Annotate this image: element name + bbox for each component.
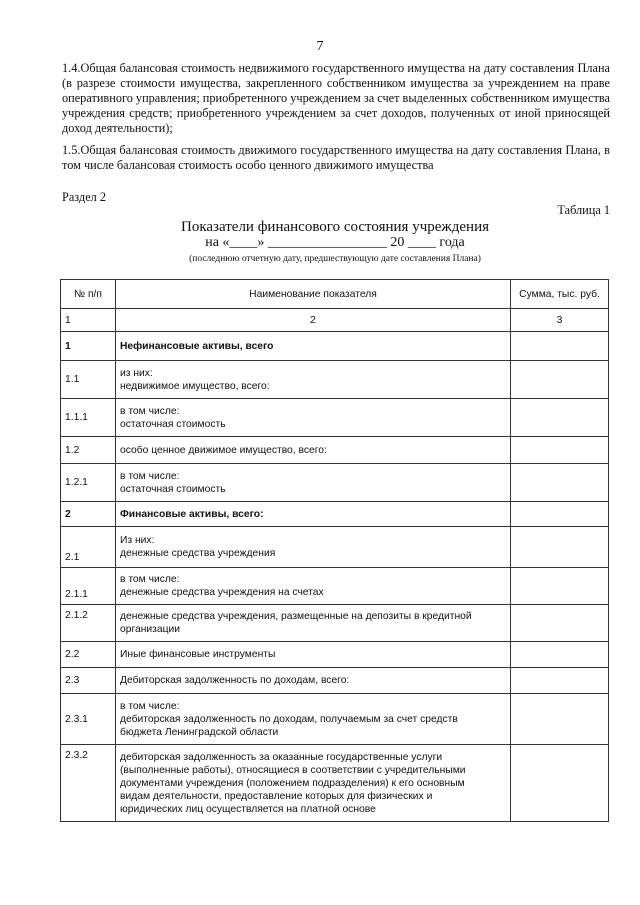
table-row xyxy=(61,568,609,605)
row-sum xyxy=(511,745,609,822)
row-indicator xyxy=(116,464,511,502)
row-sum xyxy=(511,361,609,399)
row-indicator-line: Иные финансовые инструменты xyxy=(120,649,276,660)
row-number: 2.1 xyxy=(61,527,116,568)
row-number: 2.3 xyxy=(61,668,116,694)
row-number: 2.3.1 xyxy=(61,694,116,745)
row-indicator-line: документами учреждения (положением подразделения) к его основным xyxy=(120,777,465,789)
row-indicator-line: в том числе: xyxy=(120,574,180,585)
row-number: 1.2.1 xyxy=(61,464,116,502)
column-numbers-row xyxy=(61,309,609,332)
row-indicator-line: из них: xyxy=(120,367,153,379)
header-number: № п/п xyxy=(61,280,116,309)
row-indicator xyxy=(116,668,511,694)
row-sum xyxy=(511,642,609,668)
paragraph-1-4: 1.4.Общая балансовая стоимость недвижимого государственного имущества на дату составления Плана (в разрезе стоимости имущества, закрепленного собственником имущества за учреждением на праве оперативного управления; приобретенного учреждением за счет выделенных собственником имущества учреждения средств; приобретенного учреждением за счет доходов, полученных от иной приносящей доход деятельности); xyxy=(62,61,610,135)
row-indicator xyxy=(116,502,511,527)
row-sum xyxy=(511,694,609,745)
row-indicator-line: денежные средства учреждения, размещенные на депозиты в кредитной xyxy=(120,611,472,622)
row-number: 1.2 xyxy=(61,437,116,464)
row-indicator xyxy=(116,332,511,361)
row-number: 1.1.1 xyxy=(61,399,116,437)
row-indicator-line: Нефинансовые активы, всего xyxy=(120,340,274,352)
row-indicator-line: видам деятельности, предоставление которых для физических и xyxy=(120,790,433,802)
row-indicator-line: недвижимое имущество, всего: xyxy=(120,380,270,392)
section-label: Раздел 2 xyxy=(62,190,107,204)
row-number: 2.1.1 xyxy=(61,568,116,605)
page-number: 7 xyxy=(316,39,324,54)
row-sum xyxy=(511,502,609,527)
row-indicator-line: остаточная стоимость xyxy=(120,418,226,430)
row-indicator-line: Дебиторская задолженность по доходам, всего: xyxy=(120,675,350,686)
row-indicator-line: дебиторская задолженность по доходам, получаемым за счет средств xyxy=(120,713,458,725)
header-indicator-name: Наименование показателя xyxy=(116,280,511,309)
row-indicator-line: в том числе: xyxy=(120,700,180,712)
row-sum xyxy=(511,464,609,502)
table-row xyxy=(61,642,609,668)
table-row xyxy=(61,464,609,502)
table-row xyxy=(61,527,609,568)
row-indicator-line: остаточная стоимость xyxy=(120,483,226,495)
table-row xyxy=(61,332,609,361)
table-row xyxy=(61,399,609,437)
row-indicator-line: дебиторская задолженность за оказанные государственные услуги xyxy=(120,751,443,763)
row-indicator-line: денежные средства учреждения на счетах xyxy=(120,587,324,598)
date-line: на «____» _________________ 20 ____ года xyxy=(205,235,465,250)
table-header-row xyxy=(61,280,609,309)
table-label: Таблица 1 xyxy=(557,203,610,217)
row-indicator-line: Из них: xyxy=(120,535,155,546)
row-indicator-line: в том числе: xyxy=(120,405,180,417)
row-indicator xyxy=(116,399,511,437)
row-number: 1 xyxy=(61,332,116,361)
row-indicator xyxy=(116,568,511,605)
row-sum xyxy=(511,568,609,605)
header-sum: Сумма, тыс. руб. xyxy=(511,280,609,309)
table-row xyxy=(61,361,609,399)
date-note: (последнюю отчетную дату, предшествующую дате составления Плана) xyxy=(189,254,481,264)
row-indicator xyxy=(116,437,511,464)
row-number: 1.1 xyxy=(61,361,116,399)
row-indicator-line: в том числе: xyxy=(120,470,180,482)
row-sum xyxy=(511,332,609,361)
row-indicator xyxy=(116,694,511,745)
row-indicator-line: юридических лиц осуществляется на платной основе xyxy=(120,803,376,815)
row-indicator xyxy=(116,745,511,822)
row-number: 2.2 xyxy=(61,642,116,668)
row-indicator xyxy=(116,605,511,642)
row-indicator xyxy=(116,642,511,668)
row-sum xyxy=(511,668,609,694)
row-indicator-line: Финансовые активы, всего: xyxy=(120,508,264,520)
table-title: Показатели финансового состояния учреждения xyxy=(180,219,490,235)
table-row xyxy=(61,502,609,527)
row-indicator-line: организации xyxy=(120,624,180,635)
paragraph-1-5: 1.5.Общая балансовая стоимость движимого государственного имущества на дату составления Плана, в том числе балансовая стоимость особо ценного движимого имущества xyxy=(62,143,610,172)
column-number-3: 3 xyxy=(511,309,609,332)
financial-indicators-table xyxy=(60,279,609,822)
row-number: 2.1.2 xyxy=(61,605,116,642)
table-row xyxy=(61,605,609,642)
row-sum xyxy=(511,605,609,642)
row-indicator-line: денежные средства учреждения xyxy=(120,548,276,559)
row-sum xyxy=(511,399,609,437)
table-row xyxy=(61,668,609,694)
row-indicator-line: (выполненные работы), относящиеся в соответствии с учредительными xyxy=(120,764,466,776)
row-indicator xyxy=(116,527,511,568)
row-sum xyxy=(511,437,609,464)
table-row xyxy=(61,437,609,464)
table-row xyxy=(61,745,609,822)
row-number: 2.3.2 xyxy=(61,745,116,822)
row-indicator-line: особо ценное движимое имущество, всего: xyxy=(120,444,327,456)
row-indicator xyxy=(116,361,511,399)
table-row xyxy=(61,694,609,745)
row-number: 2 xyxy=(61,502,116,527)
row-indicator-line: бюджета Ленинградской области xyxy=(120,726,279,738)
column-number-1: 1 xyxy=(61,309,116,332)
row-sum xyxy=(511,527,609,568)
column-number-2: 2 xyxy=(116,309,511,332)
